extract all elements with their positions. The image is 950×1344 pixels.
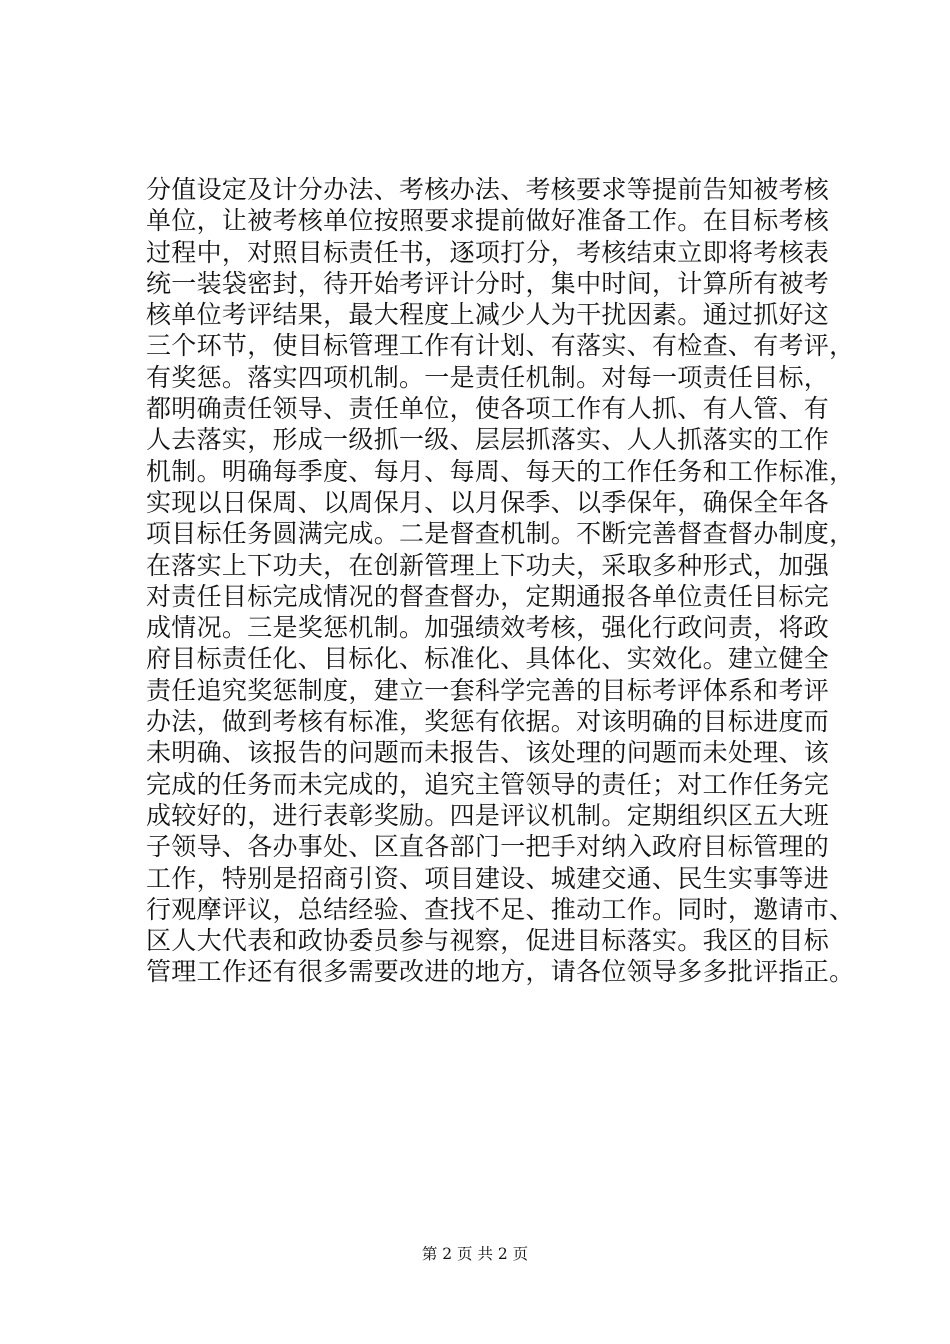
text-line: 单位，让被考核单位按照要求提前做好准备工作。在目标考核 — [146, 206, 830, 236]
text-line: 成较好的，进行表彰奖励。四是评议机制。定期组织区五大班 — [146, 800, 830, 830]
body-text — [146, 174, 855, 988]
text-line: 统一装袋密封，待开始考评计分时，集中时间，计算所有被考 — [146, 268, 830, 298]
text-line: 未明确、该报告的问题而未报告、该处理的问题而未处理、该 — [146, 738, 830, 768]
text-line: 项目标任务圆满完成。二是督查机制。不断完善督查督办制度， — [146, 519, 855, 549]
page-number-label: 第 2 页 共 2 页 — [421, 1245, 529, 1263]
text-line: 都明确责任领导、责任单位，使各项工作有人抓、有人管、有 — [146, 394, 830, 424]
text-line: 成情况。三是奖惩机制。加强绩效考核，强化行政问责，将政 — [146, 613, 830, 643]
text-line: 区人大代表和政协委员参与视察，促进目标落实。我区的目标 — [146, 926, 830, 956]
text-line: 过程中，对照目标责任书，逐项打分，考核结束立即将考核表 — [146, 237, 830, 267]
text-line: 有奖惩。落实四项机制。一是责任机制。对每一项责任目标， — [146, 362, 830, 392]
text-line: 人去落实，形成一级抓一级、层层抓落实、人人抓落实的工作 — [146, 425, 830, 455]
text-line: 办法，做到考核有标准，奖惩有依据。对该明确的目标进度而 — [146, 707, 830, 737]
text-line: 对责任目标完成情况的督查督办，定期通报各单位责任目标完 — [146, 581, 830, 611]
text-line: 核单位考评结果，最大程度上减少人为干扰因素。通过抓好这 — [146, 300, 830, 330]
text-line: 完成的任务而未完成的，追究主管领导的责任；对工作任务完 — [146, 769, 830, 799]
text-line: 府目标责任化、目标化、标准化、具体化、实效化。建立健全 — [146, 644, 830, 674]
text-line: 实现以日保周、以周保月、以月保季、以季保年，确保全年各 — [146, 487, 830, 517]
text-line: 行观摩评议，总结经验、查找不足、推动工作。同时，邀请市、 — [146, 894, 855, 924]
text-line: 管理工作还有很多需要改进的地方，请各位领导多多批评指正。 — [146, 957, 855, 987]
text-line: 在落实上下功夫，在创新管理上下功夫，采取多种形式，加强 — [146, 550, 830, 580]
text-line: 责任追究奖惩制度，建立一套科学完善的目标考评体系和考评 — [146, 675, 830, 705]
text-line: 子领导、各办事处、区直各部门一把手对纳入政府目标管理的 — [146, 832, 830, 862]
page-footer — [0, 1243, 950, 1265]
text-line: 分值设定及计分办法、考核办法、考核要求等提前告知被考核 — [146, 175, 830, 204]
text-line: 机制。明确每季度、每月、每周、每天的工作任务和工作标准， — [146, 456, 855, 486]
text-line: 三个环节，使目标管理工作有计划、有落实、有检查、有考评， — [146, 331, 855, 361]
text-line: 工作，特别是招商引资、项目建设、城建交通、民生实事等进 — [146, 863, 830, 893]
